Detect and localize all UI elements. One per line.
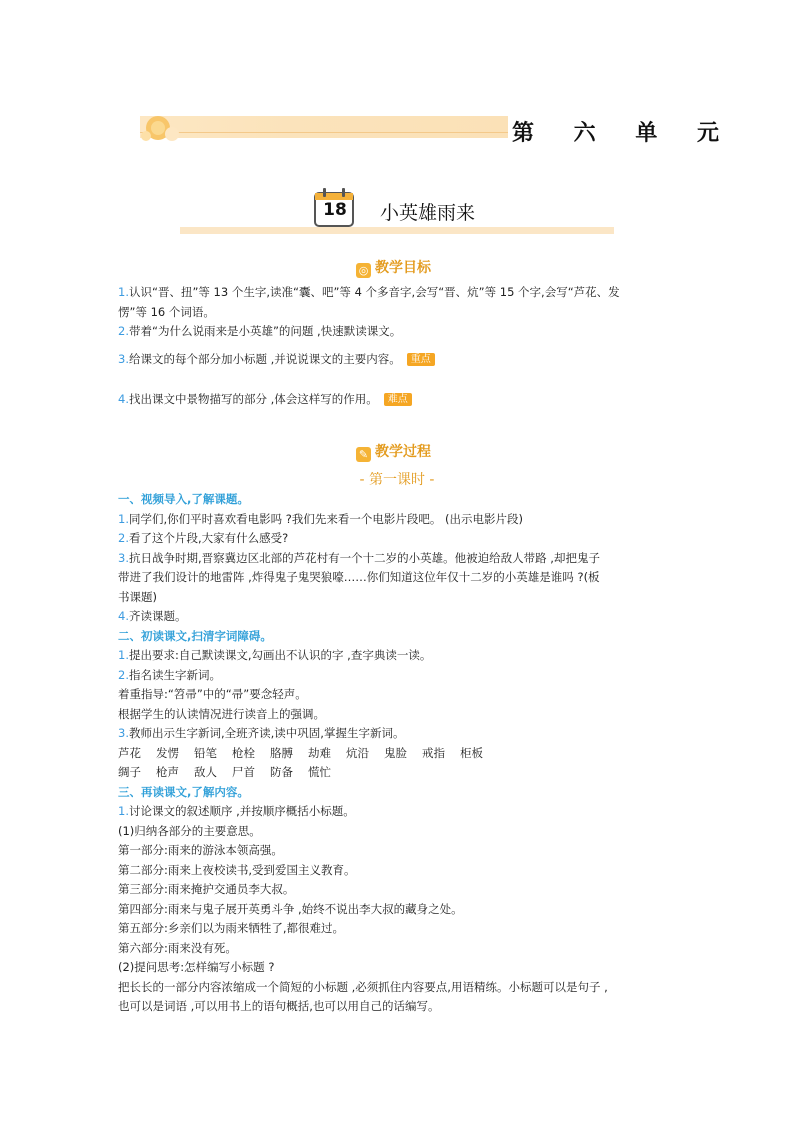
vocab-word: 敌人 <box>194 765 217 779</box>
goals-heading-text: 教学目标 <box>375 260 431 276</box>
vocab-word: 防备 <box>270 765 293 779</box>
body-line: 3.抗日战争时期,晋察冀边区北部的芦花村有一个十二岁的小英雄。他被迫给敌人带路 ,却把鬼子 <box>118 550 600 565</box>
goal-line: 4.找出课文中景物描写的部分 ,体会这样写的作用。 难点 <box>118 390 688 410</box>
body-line: 第三部分:雨来掩护交通员李大叔。 <box>118 882 295 896</box>
target-icon: ◎ <box>356 263 371 278</box>
vocab-word: 枪栓 <box>232 745 255 760</box>
body-line: 带进了我们设计的地雷阵 ,炸得鬼子鬼哭狼嚎……你们知道这位年仅十二岁的小英雄是谁吗 ?(板 <box>118 570 600 584</box>
body-line: 第五部分:乡亲们以为雨来牺牲了,都很难过。 <box>118 921 345 935</box>
vocab-row <box>118 763 693 783</box>
bubble-decoration-icon <box>136 106 186 146</box>
vocab-word: 鬼脸 <box>384 745 407 760</box>
body-line: 根据学生的认读情况进行读音上的强调。 <box>118 706 325 721</box>
unit-title: 第 六 单 元 <box>512 121 735 146</box>
lesson-title: 小英雄雨来 <box>380 202 476 224</box>
body-line: 也可以是词语 ,可以用书上的语句概括,也可以用自己的话编写。 <box>118 999 440 1013</box>
goals-list <box>118 283 688 410</box>
body-line: 第二部分:雨来上夜校读书,受到爱国主义教育。 <box>118 862 356 877</box>
lesson-number: 18 <box>323 200 347 220</box>
vocab-word: 芦花 <box>118 745 141 760</box>
vocab-word: 尸首 <box>232 765 255 779</box>
body-line: 1.讨论课文的叙述顺序 ,并按顺序概括小标题。 <box>118 804 355 818</box>
unit-header-bar <box>140 116 508 138</box>
body-line: (2)提问思考:怎样编写小标题 ? <box>118 960 275 974</box>
goal-line: 1.认识“晋、扭”等 13 个生字,读准“囊、吧”等 4 个多音字,会写“晋、炕”等 15 个字,会写“芦花、发 <box>118 285 620 299</box>
body-line: 把长长的一部分内容浓缩成一个简短的小标题 ,必须抓住内容要点,用语精练。小标题可以是句子 , <box>118 979 608 994</box>
body-line: 着重指导:“笤帚”中的“帚”要念轻声。 <box>118 687 307 701</box>
goal-line: 3.给课文的每个部分加小标题 ,并说说课文的主要内容。 重点 <box>118 350 688 370</box>
body-line: (1)归纳各部分的主要意思。 <box>118 823 261 838</box>
vocab-word: 绸子 <box>118 765 141 779</box>
vocab-word: 胳膊 <box>270 745 293 760</box>
section-title: 一、视频导入,了解课题。 <box>118 492 249 506</box>
body-line: 1.提出要求:自己默读课文,勾画出不认识的字 ,查字典读一读。 <box>118 648 432 662</box>
body-line: 第四部分:雨来与鬼子展开英勇斗争 ,始终不说出李大叔的藏身之处。 <box>118 901 463 916</box>
section-title: 三、再读课文,了解内容。 <box>118 784 249 799</box>
body-line: 2.看了这个片段,大家有什么感受? <box>118 531 289 545</box>
vocab-word: 慌忙 <box>308 765 331 779</box>
vocab-word: 柜板 <box>460 745 483 760</box>
goal-line: 2.带着“为什么说雨来是小英雄”的问题 ,快速默读课文。 <box>118 324 402 338</box>
period-label: - 第一课时 - <box>359 472 435 488</box>
vocab-word: 炕沿 <box>346 745 369 760</box>
pencil-icon: ✎ <box>356 447 371 462</box>
goals-heading <box>356 257 431 278</box>
process-heading <box>356 441 431 462</box>
section-title: 二、初读课文,扫清字词障碍。 <box>118 628 272 643</box>
goal-line: 愣”等 16 个词语。 <box>118 304 215 319</box>
difficult-point-badge: 难点 <box>384 393 412 406</box>
vocab-word: 枪声 <box>156 765 179 779</box>
body-line: 1.同学们,你们平时喜欢看电影吗 ?我们先来看一个电影片段吧。 (出示电影片段) <box>118 511 524 526</box>
body-line: 4.齐读课题。 <box>118 609 187 623</box>
body-line: 第一部分:雨来的游泳本领高强。 <box>118 843 283 857</box>
process-heading-text: 教学过程 <box>375 444 431 460</box>
vocab-word: 劫难 <box>308 745 331 760</box>
body-line: 书课题) <box>118 589 157 604</box>
body-line: 2.指名读生字新词。 <box>118 667 221 682</box>
body-line: 3.教师出示生字新词,全班齐读,读中巩固,掌握生字新词。 <box>118 726 405 740</box>
vocab-word: 铅笔 <box>194 745 217 760</box>
vocab-word: 发愣 <box>156 745 179 760</box>
lesson-underline <box>180 227 614 234</box>
key-point-badge: 重点 <box>407 353 435 366</box>
vocab-row <box>118 744 693 764</box>
body-line: 第六部分:雨来没有死。 <box>118 940 237 955</box>
process-body <box>118 490 693 1017</box>
vocab-word: 戒指 <box>422 745 445 760</box>
